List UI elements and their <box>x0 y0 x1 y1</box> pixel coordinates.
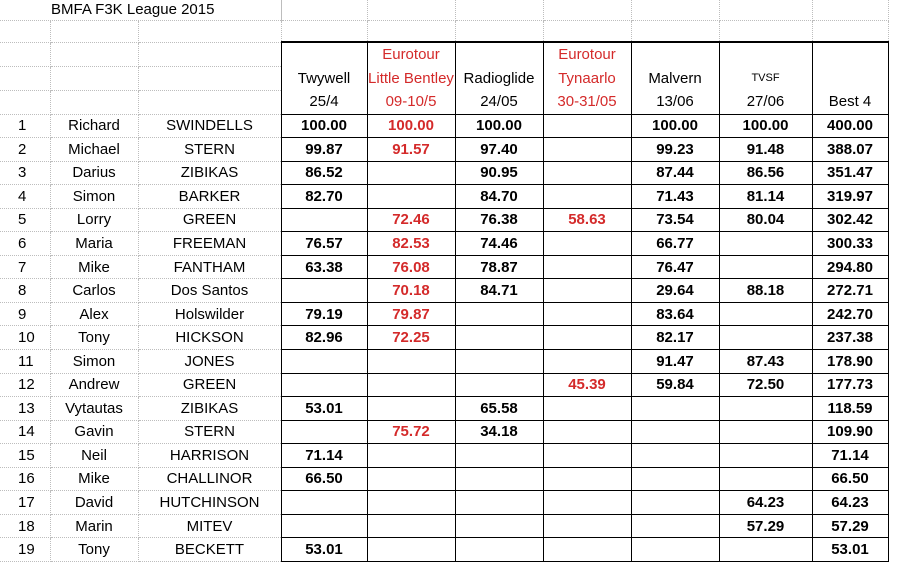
score-cell <box>631 538 719 562</box>
table-row <box>0 279 888 303</box>
score-cell <box>367 349 455 373</box>
best-header: Best 4 <box>812 90 888 114</box>
event-date-4: 13/06 <box>631 90 719 114</box>
sheet-title: BMFA F3K League 2015 <box>0 0 281 20</box>
score-cell <box>281 208 367 232</box>
first-name-cell: Gavin <box>50 420 138 444</box>
last-name-cell: STERN <box>138 420 281 444</box>
score-cell <box>543 349 631 373</box>
event-tag-0 <box>281 42 367 66</box>
table-row <box>0 420 888 444</box>
score-cell: 75.72 <box>367 420 455 444</box>
position-cell: 14 <box>0 420 50 444</box>
score-cell <box>367 467 455 491</box>
position-cell: 1 <box>0 114 50 138</box>
table-row <box>0 491 888 515</box>
event-date-3: 30-31/05 <box>543 90 631 114</box>
score-cell <box>719 420 812 444</box>
table-row <box>0 538 888 562</box>
score-cell: 71.43 <box>631 185 719 209</box>
last-name-cell: HARRISON <box>138 444 281 468</box>
score-cell <box>719 326 812 350</box>
table-row <box>0 302 888 326</box>
score-cell <box>543 420 631 444</box>
event-name-4: Malvern <box>631 66 719 90</box>
position-cell: 16 <box>0 467 50 491</box>
score-cell <box>543 397 631 421</box>
position-cell: 19 <box>0 538 50 562</box>
last-name-cell: BECKETT <box>138 538 281 562</box>
best-total-cell: 109.90 <box>812 420 888 444</box>
score-cell: 57.29 <box>719 514 812 538</box>
score-cell: 80.04 <box>719 208 812 232</box>
score-cell: 65.58 <box>455 397 543 421</box>
first-name-cell: Vytautas <box>50 397 138 421</box>
position-cell: 5 <box>0 208 50 232</box>
score-cell: 91.48 <box>719 138 812 162</box>
score-cell <box>367 514 455 538</box>
score-cell: 71.14 <box>281 444 367 468</box>
score-cell: 82.53 <box>367 232 455 256</box>
best-header-mid <box>812 66 888 90</box>
best-total-cell: 53.01 <box>812 538 888 562</box>
event-name-2: Radioglide <box>455 66 543 90</box>
score-cell <box>455 491 543 515</box>
table-row <box>0 161 888 185</box>
last-name-cell: ZIBIKAS <box>138 161 281 185</box>
table-row <box>0 232 888 256</box>
score-cell: 29.64 <box>631 279 719 303</box>
score-cell: 76.47 <box>631 255 719 279</box>
score-cell: 88.18 <box>719 279 812 303</box>
first-name-cell: Tony <box>50 326 138 350</box>
score-cell: 70.18 <box>367 279 455 303</box>
last-name-cell: BARKER <box>138 185 281 209</box>
score-cell: 97.40 <box>455 138 543 162</box>
event-date-5: 27/06 <box>719 90 812 114</box>
table-row <box>0 397 888 421</box>
score-cell: 73.54 <box>631 208 719 232</box>
last-name-cell: HICKSON <box>138 326 281 350</box>
score-cell: 81.14 <box>719 185 812 209</box>
first-name-cell: Simon <box>50 349 138 373</box>
position-cell: 8 <box>0 279 50 303</box>
score-cell <box>543 279 631 303</box>
event-name-5: TVSF <box>719 66 812 90</box>
table-row <box>0 326 888 350</box>
score-cell <box>455 514 543 538</box>
score-cell <box>281 279 367 303</box>
score-cell <box>455 302 543 326</box>
first-name-cell: Lorry <box>50 208 138 232</box>
score-cell <box>631 491 719 515</box>
last-name-cell: GREEN <box>138 208 281 232</box>
first-name-cell: Andrew <box>50 373 138 397</box>
position-cell: 12 <box>0 373 50 397</box>
last-name-cell: SWINDELLS <box>138 114 281 138</box>
event-tag-2 <box>455 42 543 66</box>
position-cell: 7 <box>0 255 50 279</box>
score-cell: 100.00 <box>631 114 719 138</box>
table-row <box>0 208 888 232</box>
score-cell: 66.50 <box>281 467 367 491</box>
score-cell <box>367 373 455 397</box>
best-total-cell: 237.38 <box>812 326 888 350</box>
first-name-cell: Alex <box>50 302 138 326</box>
score-cell <box>543 514 631 538</box>
last-name-cell: FREEMAN <box>138 232 281 256</box>
score-cell: 45.39 <box>543 373 631 397</box>
score-cell <box>367 491 455 515</box>
best-total-cell: 71.14 <box>812 444 888 468</box>
score-cell: 76.08 <box>367 255 455 279</box>
score-cell: 74.46 <box>455 232 543 256</box>
table-row <box>0 467 888 491</box>
score-cell <box>719 444 812 468</box>
score-cell: 59.84 <box>631 373 719 397</box>
event-tag-4 <box>631 42 719 66</box>
score-cell <box>719 255 812 279</box>
score-cell <box>543 467 631 491</box>
event-date-1: 09-10/5 <box>367 90 455 114</box>
table-row <box>0 114 888 138</box>
position-cell: 2 <box>0 138 50 162</box>
score-cell: 63.38 <box>281 255 367 279</box>
score-cell: 58.63 <box>543 208 631 232</box>
score-cell: 100.00 <box>281 114 367 138</box>
last-name-cell: ZIBIKAS <box>138 397 281 421</box>
score-cell <box>719 467 812 491</box>
last-name-cell: MITEV <box>138 514 281 538</box>
last-name-cell: STERN <box>138 138 281 162</box>
best-total-cell: 388.07 <box>812 138 888 162</box>
table-row <box>0 444 888 468</box>
first-name-cell: Michael <box>50 138 138 162</box>
score-cell: 82.17 <box>631 326 719 350</box>
first-name-cell: Simon <box>50 185 138 209</box>
first-name-cell: Tony <box>50 538 138 562</box>
best-total-cell: 300.33 <box>812 232 888 256</box>
score-cell <box>719 397 812 421</box>
score-cell <box>455 326 543 350</box>
score-cell <box>367 444 455 468</box>
score-cell <box>543 138 631 162</box>
score-cell <box>543 114 631 138</box>
best-total-cell: 242.70 <box>812 302 888 326</box>
position-cell: 11 <box>0 349 50 373</box>
score-cell <box>719 232 812 256</box>
score-cell: 86.52 <box>281 161 367 185</box>
score-cell: 82.96 <box>281 326 367 350</box>
score-cell <box>455 349 543 373</box>
position-cell: 9 <box>0 302 50 326</box>
first-name-cell: Richard <box>50 114 138 138</box>
score-cell <box>367 161 455 185</box>
score-cell <box>543 185 631 209</box>
score-cell: 72.46 <box>367 208 455 232</box>
score-cell: 99.23 <box>631 138 719 162</box>
table-row <box>0 255 888 279</box>
first-name-cell: Marin <box>50 514 138 538</box>
best-header-top <box>812 42 888 66</box>
score-cell: 79.87 <box>367 302 455 326</box>
score-cell: 53.01 <box>281 538 367 562</box>
best-total-cell: 302.42 <box>812 208 888 232</box>
last-name-cell: Dos Santos <box>138 279 281 303</box>
last-name-cell: JONES <box>138 349 281 373</box>
table-row <box>0 138 888 162</box>
score-cell <box>367 185 455 209</box>
position-cell: 13 <box>0 397 50 421</box>
score-cell: 66.77 <box>631 232 719 256</box>
score-cell <box>543 302 631 326</box>
score-cell: 87.43 <box>719 349 812 373</box>
score-cell <box>455 373 543 397</box>
score-cell: 84.70 <box>455 185 543 209</box>
last-name-cell: GREEN <box>138 373 281 397</box>
position-cell: 10 <box>0 326 50 350</box>
score-cell <box>543 444 631 468</box>
score-cell <box>281 420 367 444</box>
table-row <box>0 349 888 373</box>
last-name-cell: CHALLINOR <box>138 467 281 491</box>
best-total-cell: 400.00 <box>812 114 888 138</box>
first-name-cell: Mike <box>50 467 138 491</box>
score-cell <box>455 538 543 562</box>
score-cell <box>367 538 455 562</box>
event-tag-1: Eurotour <box>367 42 455 66</box>
score-cell <box>631 444 719 468</box>
event-name-1: Little Bentley <box>367 66 455 90</box>
score-cell <box>281 514 367 538</box>
score-cell: 53.01 <box>281 397 367 421</box>
best-total-cell: 294.80 <box>812 255 888 279</box>
score-cell <box>281 373 367 397</box>
event-tag-3: Eurotour <box>543 42 631 66</box>
position-cell: 15 <box>0 444 50 468</box>
event-date-2: 24/05 <box>455 90 543 114</box>
score-cell <box>631 420 719 444</box>
score-cell <box>543 538 631 562</box>
best-total-cell: 177.73 <box>812 373 888 397</box>
score-cell: 78.87 <box>455 255 543 279</box>
score-cell <box>719 538 812 562</box>
first-name-cell: David <box>50 491 138 515</box>
event-name-3: Tynaarlo <box>543 66 631 90</box>
position-cell: 6 <box>0 232 50 256</box>
last-name-cell: Holswilder <box>138 302 281 326</box>
table-row <box>0 373 888 397</box>
score-cell <box>281 349 367 373</box>
score-cell <box>455 444 543 468</box>
first-name-cell: Carlos <box>50 279 138 303</box>
score-cell: 86.56 <box>719 161 812 185</box>
best-total-cell: 57.29 <box>812 514 888 538</box>
first-name-cell: Mike <box>50 255 138 279</box>
score-cell: 84.71 <box>455 279 543 303</box>
score-cell: 100.00 <box>455 114 543 138</box>
score-cell: 90.95 <box>455 161 543 185</box>
score-cell: 91.47 <box>631 349 719 373</box>
score-cell <box>543 232 631 256</box>
score-cell: 99.87 <box>281 138 367 162</box>
event-name-0: Twywell <box>281 66 367 90</box>
first-name-cell: Darius <box>50 161 138 185</box>
first-name-cell: Neil <box>50 444 138 468</box>
score-cell <box>455 467 543 491</box>
event-tag-5 <box>719 42 812 66</box>
position-cell: 17 <box>0 491 50 515</box>
score-cell: 34.18 <box>455 420 543 444</box>
score-cell: 91.57 <box>367 138 455 162</box>
best-total-cell: 66.50 <box>812 467 888 491</box>
best-total-cell: 64.23 <box>812 491 888 515</box>
table-row <box>0 514 888 538</box>
event-date-0: 25/4 <box>281 90 367 114</box>
score-cell <box>543 326 631 350</box>
score-cell: 87.44 <box>631 161 719 185</box>
score-cell: 100.00 <box>367 114 455 138</box>
score-cell <box>631 397 719 421</box>
score-cell: 82.70 <box>281 185 367 209</box>
best-total-cell: 272.71 <box>812 279 888 303</box>
score-cell <box>543 161 631 185</box>
score-cell: 64.23 <box>719 491 812 515</box>
score-cell: 79.19 <box>281 302 367 326</box>
position-cell: 3 <box>0 161 50 185</box>
best-total-cell: 118.59 <box>812 397 888 421</box>
position-cell: 4 <box>0 185 50 209</box>
score-cell: 100.00 <box>719 114 812 138</box>
score-cell <box>367 397 455 421</box>
best-total-cell: 351.47 <box>812 161 888 185</box>
score-cell <box>543 491 631 515</box>
score-cell <box>543 255 631 279</box>
score-cell: 76.57 <box>281 232 367 256</box>
last-name-cell: FANTHAM <box>138 255 281 279</box>
position-cell: 18 <box>0 514 50 538</box>
table-row <box>0 185 888 209</box>
score-cell <box>281 491 367 515</box>
score-cell: 72.25 <box>367 326 455 350</box>
last-name-cell: HUTCHINSON <box>138 491 281 515</box>
best-total-cell: 178.90 <box>812 349 888 373</box>
score-cell <box>631 514 719 538</box>
score-cell <box>719 302 812 326</box>
score-cell: 76.38 <box>455 208 543 232</box>
best-total-cell: 319.97 <box>812 185 888 209</box>
first-name-cell: Maria <box>50 232 138 256</box>
score-cell: 72.50 <box>719 373 812 397</box>
score-cell <box>631 467 719 491</box>
score-cell: 83.64 <box>631 302 719 326</box>
